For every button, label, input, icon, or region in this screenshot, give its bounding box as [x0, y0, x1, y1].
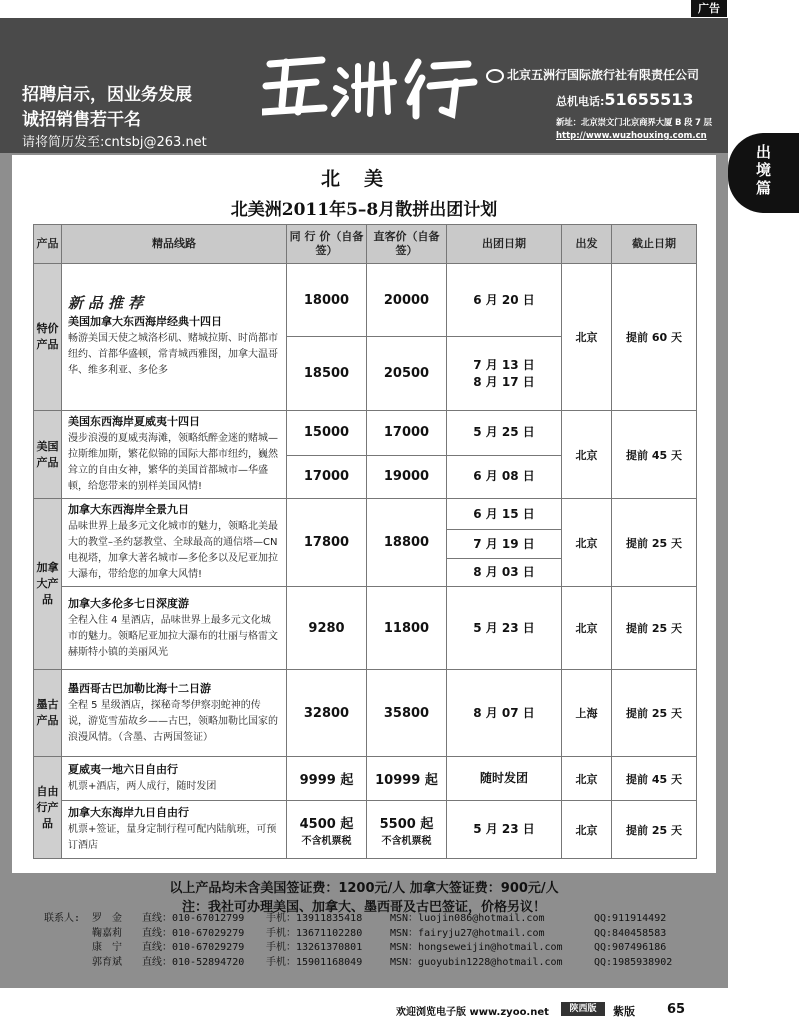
peer-price: 9999 起 [287, 757, 367, 801]
peer-price: 18500 [287, 337, 367, 411]
new-product-tag: 新品推荐 [68, 294, 149, 312]
recruit-headline: 招聘启示，因业务发展 [22, 85, 192, 105]
route-desc: 机票+酒店，两人成行，随时发团 [68, 781, 217, 792]
contact-msn[interactable]: MSN：hongseweijin@hotmail.com [390, 942, 563, 953]
section-tab-label: 出境篇 [755, 143, 771, 197]
recruit-email: 请将简历发至:cntsbj@263.net [22, 135, 207, 150]
departure-date: 随时发团 [447, 757, 562, 801]
footer-version: 紫版 [613, 1005, 635, 1018]
contact-name: 康 宁 [92, 942, 122, 953]
route-title: 美国东西海岸夏威夷十四日 [68, 415, 200, 428]
contact-qq: QQ:907496186 [594, 942, 667, 953]
peer-price: 4500 起 不含机票税 [287, 801, 367, 859]
contact-qq: QQ:1985938902 [594, 956, 673, 968]
section-title: 北美 [320, 168, 407, 190]
contact-row [44, 927, 724, 942]
contact-name: 鞠嘉莉 [92, 927, 122, 939]
direct-price: 17000 [367, 411, 447, 456]
deadline: 提前 45 天 [612, 757, 697, 801]
contact-tel: 直线：010-67029279 [142, 942, 245, 953]
contact-tel: 直线：010-52894720 [142, 956, 245, 968]
contact-mobile: 手机：13911835418 [266, 913, 363, 924]
departure-date: 7 月 19 日 [447, 530, 562, 558]
route-desc: 品味世界上最多元文化城市的魅力，领略北美最大的教堂–圣约瑟教堂、全球最高的通信塔—CN 电视塔，加拿大著名城市—多伦多以及尼亚加拉大瀑布，带给您的加拿大风情! [68, 521, 278, 580]
departure-date: 6 月 08 日 [447, 455, 562, 498]
peer-price: 9280 [287, 587, 367, 670]
contact-label: 联系人: [44, 913, 81, 924]
category-cell: 美国产品 [34, 411, 62, 499]
departure-date: 8 月 03 日 [447, 558, 562, 586]
departure-date: 5 月 23 日 [447, 801, 562, 859]
recruit-subline: 诚招销售若干名 [22, 110, 141, 130]
route-cell [62, 757, 287, 801]
route-title: 墨西哥古巴加勒比海十二日游 [68, 681, 211, 695]
table-row [34, 499, 697, 530]
route-title: 美国加拿大东西海岸经典十四日 [68, 315, 222, 328]
departure-date: 6 月 20 日 [447, 264, 562, 337]
contact-qq: QQ:840458583 [594, 927, 667, 939]
category-cell: 自由行产品 [34, 757, 62, 859]
visa-service-note: 注：我社可办理美国、加拿大、墨西哥及古巴签证，价格另议！ [181, 900, 546, 915]
route-cell [62, 587, 287, 670]
col-header-depart: 出发 [562, 225, 612, 264]
route-desc: 畅游美国天使之城洛杉矶、赌城拉斯、时尚都市纽约、首都华盛顿，常青城西雅图，加拿大温哥华、维多利亚、多伦多 [68, 333, 278, 376]
departure-date: 6 月 15 日 [447, 499, 562, 530]
contact-tel: 直线：010-67029279 [142, 927, 245, 939]
departure-date: 7 月 13 日 8 月 17 日 [447, 337, 562, 411]
table-row [34, 801, 697, 859]
contact-mobile: 手机：15901168049 [266, 956, 363, 968]
direct-price: 10999 起 [367, 757, 447, 801]
footer-website[interactable]: 欢迎浏览电子版 www.zyoo.net [396, 1007, 549, 1018]
contact-tel: 直线：010-67012799 [142, 913, 245, 924]
price-note: 不含机票税 [301, 835, 352, 847]
tour-table [33, 224, 697, 859]
direct-price: 11800 [367, 587, 447, 670]
visa-fee-note: 以上产品均未含美国签证费：1200元/人 加拿大签证费：900元/人 [169, 881, 559, 896]
deadline: 提前 45 天 [612, 411, 697, 499]
departure-date: 8 月 07 日 [447, 670, 562, 757]
contact-qq: QQ:911914492 [594, 913, 667, 924]
contact-msn[interactable]: MSN：guoyubin1228@hotmail.com [390, 956, 563, 968]
deadline: 提前 60 天 [612, 264, 697, 411]
route-cell [62, 264, 287, 411]
deadline: 提前 25 天 [612, 499, 697, 587]
table-row [34, 587, 697, 670]
peer-price: 15000 [287, 411, 367, 456]
table-row [34, 411, 697, 456]
table-row [34, 670, 697, 757]
departure-city: 上海 [562, 670, 612, 757]
table-header-row [34, 225, 697, 264]
contact-mobile: 手机：13671102280 [266, 927, 363, 939]
top-band [0, 0, 799, 18]
deadline: 提前 25 天 [612, 670, 697, 757]
departure-city: 北京 [562, 757, 612, 801]
direct-price: 5500 起 不含机票税 [367, 801, 447, 859]
contact-name: 郭育斌 [92, 956, 122, 968]
route-desc: 全程入住 4 星酒店，品味世界上最多元文化城市的魅力。领略尼亚加拉大瀑布的壮丽与格雷文赫斯特小镇的美丽风光 [68, 614, 278, 658]
plan-title: 北美洲2011年5–8月散拼出团计划 [230, 200, 498, 220]
route-desc: 机票+签证，量身定制行程可配内陆航班，可预订酒店 [68, 824, 277, 851]
route-title: 夏威夷一地六日自由行 [68, 763, 178, 776]
peer-price: 18000 [287, 264, 367, 337]
contact-msn[interactable]: MSN：fairyju27@hotmail.com [390, 927, 545, 939]
route-title: 加拿大东海岸九日自由行 [68, 806, 189, 819]
direct-price: 20500 [367, 337, 447, 411]
company-address: 新址：北京崇文门北京商界大厦 B 段 7 层 [556, 118, 712, 128]
departure-city: 北京 [562, 411, 612, 499]
departure-city: 北京 [562, 801, 612, 859]
peer-price: 17000 [287, 455, 367, 498]
peer-price: 32800 [287, 670, 367, 757]
contact-name: 罗 金 [92, 913, 122, 924]
route-desc: 漫步浪漫的夏威夷海滩，领略纸醉金迷的赌城—拉斯维加斯，繁花似锦的国际大都市纽约，巍然耸立的自由女神，繁华的美国首都城市—华盛顿，给您带来的别样美国风情! [68, 433, 278, 492]
deadline: 提前 25 天 [612, 587, 697, 670]
category-cell: 墨古产品 [34, 670, 62, 757]
direct-price: 18800 [367, 499, 447, 587]
departure-date: 5 月 25 日 [447, 411, 562, 456]
col-header-direct-price: 直客价（自备签） [367, 225, 447, 264]
contact-list [44, 912, 724, 970]
table-row [34, 757, 697, 801]
direct-price: 19000 [367, 455, 447, 498]
departure-date: 5 月 23 日 [447, 587, 562, 670]
route-cell [62, 801, 287, 859]
route-title: 加拿大多伦多七日深度游 [68, 596, 189, 610]
departure-city: 北京 [562, 264, 612, 411]
footer-edition: 陕西版 [561, 1002, 605, 1016]
direct-price: 35800 [367, 670, 447, 757]
itinerary-sheet [12, 155, 716, 873]
route-cell [62, 670, 287, 757]
route-title: 加拿大东西海岸全景九日 [68, 503, 189, 516]
table-row [34, 264, 697, 337]
deadline: 提前 25 天 [612, 801, 697, 859]
peer-price: 17800 [287, 499, 367, 587]
wuzhouxing-logo [262, 50, 478, 122]
departure-city: 北京 [562, 499, 612, 587]
direct-price: 20000 [367, 264, 447, 337]
ad-tag: 广告 [691, 0, 727, 17]
contact-row [44, 912, 724, 927]
col-header-dates: 出团日期 [447, 225, 562, 264]
company-url[interactable]: http://www.wuzhouxing.com.cn [556, 131, 707, 141]
company-phone: 总机电话:51655513 [556, 90, 694, 109]
category-cell: 加拿大产品 [34, 499, 62, 670]
contact-mobile: 手机：13261370801 [266, 942, 363, 953]
contact-row [44, 941, 724, 956]
departure-city: 北京 [562, 587, 612, 670]
col-header-route: 精品线路 [62, 225, 287, 264]
category-cell: 特价产品 [34, 264, 62, 411]
company-name: 北京五洲行国际旅行社有限责任公司 [486, 66, 699, 83]
contact-msn[interactable]: MSN：luojin086@hotmail.com [390, 913, 545, 924]
col-header-peer-price: 同 行 价（自备签） [287, 225, 367, 264]
col-header-deadline: 截止日期 [612, 225, 697, 264]
route-cell [62, 499, 287, 587]
contact-row [44, 956, 724, 971]
section-tab [728, 133, 799, 213]
company-logo-icon [486, 69, 504, 83]
page-number: 65 [667, 1002, 686, 1017]
route-desc: 全程 5 星级酒店，探秘奇琴伊察羽蛇神的传说，游览雪茄故乡——古巴，领略加勒比国家的浪漫风情。（含墨、古两国签证） [68, 699, 278, 743]
price-note: 不含机票税 [381, 835, 432, 847]
col-header-product: 产品 [34, 225, 62, 264]
route-cell [62, 411, 287, 499]
